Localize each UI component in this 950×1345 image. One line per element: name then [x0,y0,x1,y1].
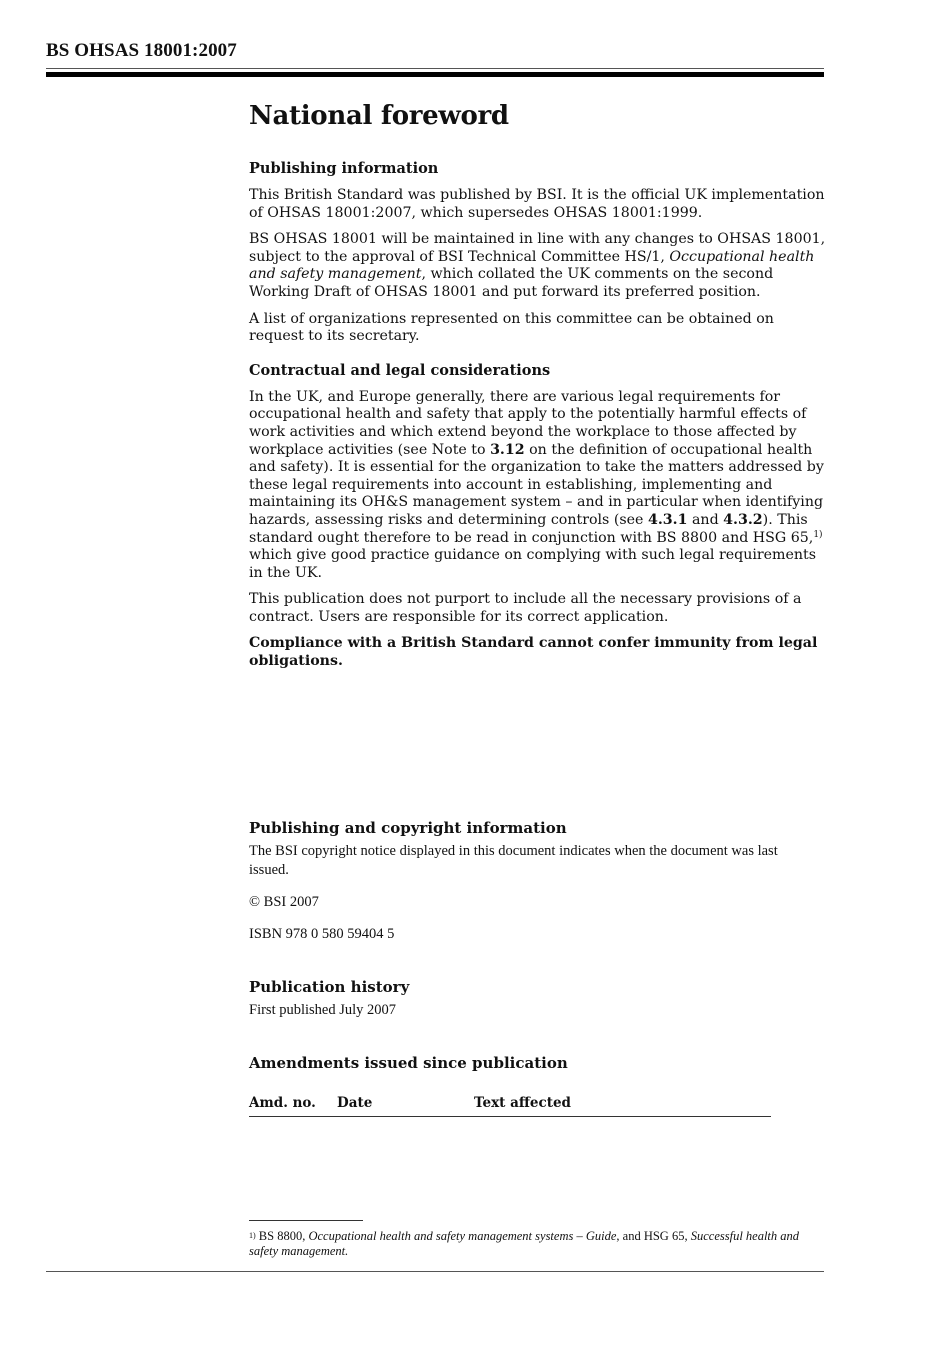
footnote-marker: 1) [249,1231,256,1240]
legal-p1-b: on the definition of occupational health and safety). It is essential for the organization to take the matters addressed by these legal requirements into account in establishing, implementing and maintaining its OH&S management system – and in particular when identifying hazards, assessing risks and determining controls (see [249,441,824,528]
copyright-section [249,818,789,1077]
legal-paragraph-2: This publication does not purport to include all the necessary provisions of a contract. Users are responsible for its correct application. [249,591,802,625]
copyright-heading: Publishing and copyright information [249,819,567,837]
publishing-paragraph-3: A list of organizations represented on this committee can be obtained on request to its secretary. [249,310,774,345]
legal-paragraph-1 [249,389,829,583]
footnote-title-2: Successful health and safety management. [249,1229,800,1258]
column-text-affected: Text affected [474,1095,571,1111]
legal-p1-d: ). This standard ought therefore to be read in conjunction with BS 8800 and HSG 65, [249,511,814,546]
legal-considerations-heading: Contractual and legal considerations [249,361,551,379]
publication-history-text: First published July 2007 [249,1002,397,1018]
compliance-statement: Compliance with a British Standard cannot confer immunity from legal obligations. [249,635,818,670]
footnote [249,1229,809,1258]
clause-ref-4-3-2: 4.3.2 [723,511,763,528]
publication-history-heading: Publication history [249,978,410,996]
copyright-notice: The BSI copyright notice displayed in this document indicates when the document was last issued. [249,843,778,878]
column-amd-no: Amd. no. [249,1095,316,1111]
copyright-line: © BSI 2007 [249,894,319,910]
footer-rule [46,1271,824,1272]
page-title: National foreword [249,101,509,131]
legal-p1-e: which give good practice guidance on complying with such legal requirements in the UK. [249,547,817,581]
legal-p1-a: In the UK, and Europe generally, there are various legal requirements for occupational health and safety that apply to the potentially harmful effects of work activities and which extend beyond the workplace to those affected by workplace activities (see Note to [249,388,807,458]
publishing-paragraph-2 [249,231,829,301]
publishing-paragraph-1: This British Standard was published by BSI. It is the official UK implementation of OHSAS 18001:2007, which supersedes OHSAS 18001:1999. [249,187,825,221]
national-foreword-section [249,100,829,680]
footnote-ref: 1) [813,529,823,540]
footnote-rule [249,1220,363,1221]
publishing-p2-start: BS OHSAS 18001 will be maintained in line with any changes to OHSAS 18001, subject to the approval of BSI Technical Committee HS/1, [249,231,826,265]
document-code: BS OHSAS 18001:2007 [46,40,237,61]
header-rule-thin [46,68,824,69]
clause-ref-3-12: 3.12 [490,441,525,458]
column-date: Date [337,1095,373,1111]
isbn: ISBN 978 0 580 59404 5 [249,926,395,942]
amendments-table-header [249,1093,771,1117]
amendments-heading: Amendments issued since publication [249,1054,568,1072]
legal-p1-c: and [687,511,724,528]
clause-ref-4-3-1: 4.3.1 [647,511,688,528]
publishing-information-heading: Publishing information [249,160,439,177]
publishing-p2-end: , which collated the UK comments on the second Working Draft of OHSAS 18001 and put forward its preferred position. [249,266,774,300]
header-rule-thick [46,72,824,77]
footnote-text-c: , and HSG 65, [616,1229,691,1243]
footnote-text-a: BS 8800, [255,1229,309,1243]
committee-name: Occupational health and safety management [249,248,815,283]
footnote-title-1: Occupational health and safety management systems – Guide [308,1229,617,1243]
